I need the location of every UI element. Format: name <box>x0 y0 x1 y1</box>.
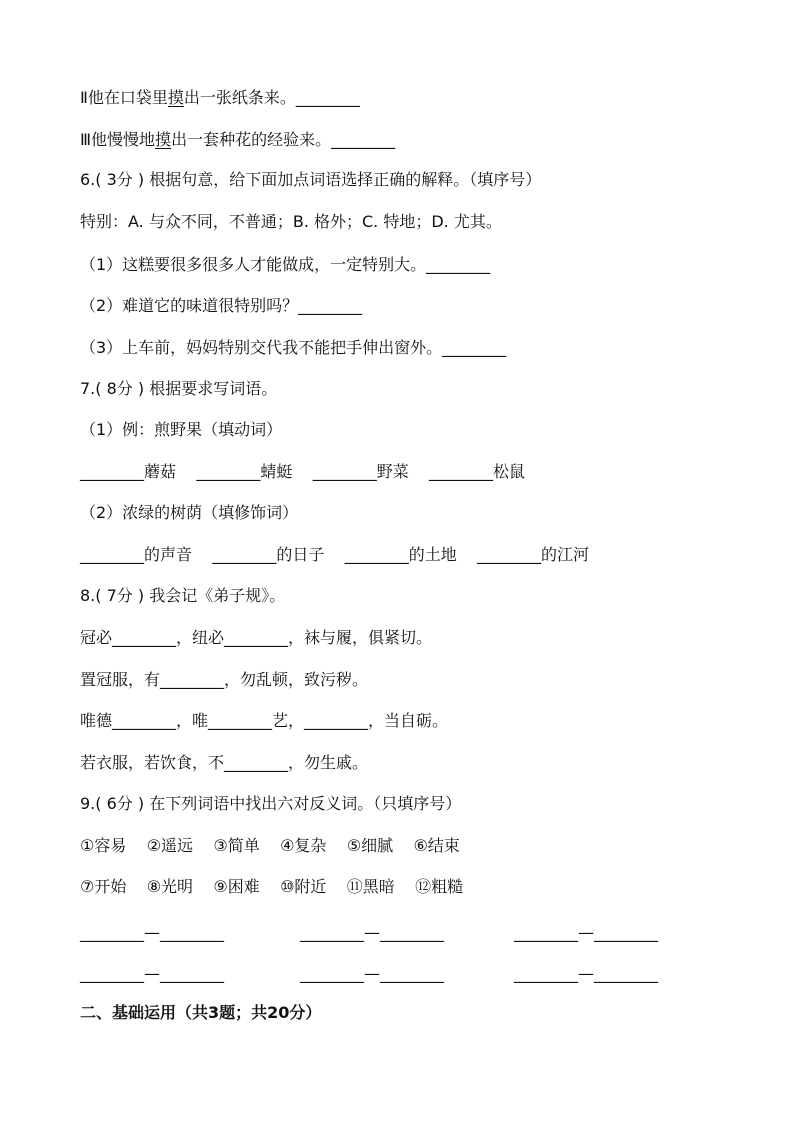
q8-line-1: 冠必________，纽必________，袜与履，俱紧切。 <box>80 628 433 647</box>
q9-answer-row-1 <box>80 922 700 944</box>
q8-line-3: 唯德________，唯________艺，________，当自砺。 <box>80 711 449 730</box>
q9-answer-pair: ________—________ <box>514 964 658 983</box>
q9-answer-pair: ________—________ <box>514 923 658 942</box>
q6-header: 6.( 3分 ) 根据句意，给下面加点词语选择正确的解释。（填序号） <box>80 170 542 189</box>
q8-header: 8.( 7分 ) 我会记《弟子规》。 <box>80 586 286 605</box>
q5-line-iii <box>80 129 395 151</box>
q7-part1-blanks: ________蘑菇 ________蜻蜓 ________野菜 ________松鼠 <box>80 462 526 481</box>
q6-options: 特别：A. 与众不同，不普通；B. 格外；C. 特地；D. 尤其。 <box>80 212 502 231</box>
q6-item-2: （2）难道它的味道很特别吗？________ <box>80 296 363 315</box>
q6-item-3: （3）上车前，妈妈特别交代我不能把手伸出窗外。________ <box>80 338 507 357</box>
q9-answer-pair: ________—________ <box>300 923 444 942</box>
q5-line-iii-prefix: Ⅲ他慢慢地 <box>80 130 156 149</box>
q5-line-ii-word: 摸 <box>167 88 184 107</box>
q9-header: 9.( 6分 ) 在下列词语中找出六对反义词。（只填序号） <box>80 794 462 813</box>
q5-line-ii-suffix: 出一张纸条来。________ <box>183 88 360 107</box>
q9-word-row-1: ①容易 ②遥远 ③简单 ④复杂 ⑤细腻 ⑥结束 <box>80 836 460 855</box>
q5-line-iii-suffix: 出一套种花的经验来。________ <box>171 130 396 149</box>
q7-part2-blanks: ________的声音 ________的日子 ________的土地 ________的江河 <box>80 545 590 564</box>
q9-answer-row-2 <box>80 963 700 985</box>
q9-answer-pair: ________—________ <box>80 964 224 983</box>
q5-line-ii <box>80 87 360 109</box>
q7-header: 7.( 8分 ) 根据要求写词语。 <box>80 379 278 398</box>
q9-answer-pair: ________—________ <box>80 923 224 942</box>
q8-line-2: 置冠服，有________，勿乱顿，致污秽。 <box>80 670 369 689</box>
q9-answer-pair: ________—________ <box>300 964 444 983</box>
section-2-title: 二、基础运用（共3题；共20分） <box>80 1003 322 1022</box>
q7-part2-label: （2）浓绿的树荫（填修饰词） <box>80 503 299 522</box>
q5-line-ii-prefix: Ⅱ他在口袋里 <box>80 88 168 107</box>
q8-line-4: 若衣服，若饮食，不________，勿生戚。 <box>80 753 369 772</box>
q5-line-iii-word: 摸 <box>155 130 172 149</box>
q7-part1-label: （1）例：煎野果（填动词） <box>80 420 283 439</box>
q6-item-1: （1）这糕要很多很多人才能做成，一定特别大。________ <box>80 255 491 274</box>
q9-word-row-2: ⑦开始 ⑧光明 ⑨困难 ⑩附近 ⑪黑暗 ⑫粗糙 <box>80 877 464 896</box>
